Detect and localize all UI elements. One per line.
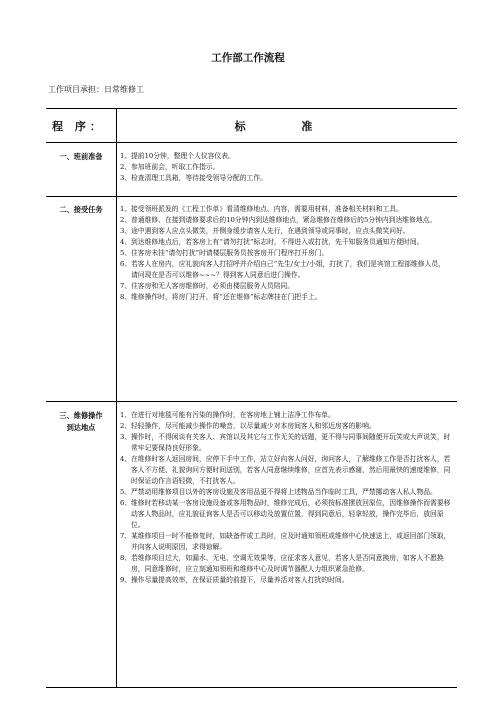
item-text: 轻轻操作，尽可能减少操作的噪音，以尽量减少对本房间客人和邻近房客的影响。 bbox=[131, 422, 376, 430]
item-text: 住客房和无人客房维修时，必须由楼层服务人员陪同。 bbox=[131, 282, 295, 290]
header-standard: 标 准 bbox=[234, 120, 339, 133]
list-item bbox=[120, 259, 451, 281]
item-number: 1、 bbox=[120, 411, 132, 419]
item-text: 提前10分钟，整理个人仪容仪表。 bbox=[131, 152, 235, 160]
list-item bbox=[120, 292, 451, 303]
item-number: 3、 bbox=[120, 227, 132, 235]
procedure-table bbox=[46, 108, 457, 688]
item-text: 维修操作时，将房门打开，将“还在维修”标志牌挂在门把手上。 bbox=[131, 293, 322, 301]
list-item bbox=[120, 531, 451, 553]
item-text: 在维修时客人返回房间，应停下手中工作，站立好向客人问好，询问客人，了解维修工作是否打扰客人，若客人不方便、礼貌询问方便时间送别，若客人同意继续维修，应首先表示感谢，然后用最快的速度维修，同时保证动作言语轻微，不打扰客人。 bbox=[131, 455, 451, 485]
item-list bbox=[120, 151, 451, 184]
item-text: 操作尽量提高效率，在保证质量的前提下，尽量养活对客人打扰的时间。 bbox=[131, 576, 349, 584]
item-number: 5、 bbox=[120, 488, 132, 496]
item-number: 7、 bbox=[120, 282, 132, 290]
table-bottom-rule bbox=[46, 687, 457, 688]
header-rule bbox=[46, 142, 457, 143]
list-item bbox=[120, 421, 451, 432]
item-number: 6、 bbox=[120, 499, 132, 507]
section-rule bbox=[46, 196, 457, 197]
stage-label bbox=[46, 151, 116, 163]
item-text: 普通维修、在接到请修要求后的10分钟内到达维修地点，紧急维修在维修后的5分钟内到达维修地点。 bbox=[131, 216, 437, 224]
list-item bbox=[120, 226, 451, 237]
item-number: 2、 bbox=[120, 216, 132, 224]
item-number: 4、 bbox=[120, 455, 132, 463]
item-text: 严禁动用维修项目以外的客房设施及客用品更不得将上述物品当作临时工具，严禁挪动客人私人物品。 bbox=[131, 488, 437, 496]
item-number: 8、 bbox=[120, 293, 132, 301]
item-number: 4、 bbox=[120, 238, 132, 246]
stage-label bbox=[46, 204, 116, 216]
stage-label-line2: 到达地点 bbox=[66, 423, 96, 432]
item-number: 9、 bbox=[120, 576, 132, 584]
list-item bbox=[120, 215, 451, 226]
item-text: 到达维修地点后，若客房上有“请勿打扰”标志时，不得进入或打扰，先千知服务员通知方便时间。 bbox=[131, 238, 424, 246]
item-text: 若客人在房内，应礼貌向客人打招呼并介绍自己“先生/女士/小姐，打扰了，我们是宾馆工程部维修人员，请问现在是否可以维修~~~？得到客人同意后进门操作。 bbox=[131, 260, 445, 279]
stage-label-line1: 二、接受任务 bbox=[59, 205, 103, 214]
list-item bbox=[120, 237, 451, 248]
item-text: 途中遇到客人应点头微笑，并侧身缓步请客人先行，在遇到领导或同事时，应点头微笑问好。 bbox=[131, 227, 410, 235]
item-number: 7、 bbox=[120, 532, 132, 540]
item-text: 某维修项目一时不能修复时，如缺备件或工具时，应及时通知领班或维修中心快速送上，或返回部门领取，并向客人说明原因，求得谅解。 bbox=[131, 532, 451, 551]
column-divider bbox=[116, 108, 117, 688]
item-number: 2、 bbox=[120, 163, 132, 171]
stage-label-line1: 一、班前准备 bbox=[59, 152, 103, 161]
list-item bbox=[120, 162, 451, 173]
stage-label bbox=[46, 410, 116, 434]
list-item bbox=[120, 575, 451, 586]
item-list bbox=[120, 410, 451, 586]
list-item bbox=[120, 553, 451, 575]
item-text: 若维修项目过大，如漏水、无电、空调无效果等，应征求客人意见，若客人是否同意换房，如客人不愿换房，同意维修时，应立刻通知领班和维修中心及时调节器配人力组织紧急抢修。 bbox=[131, 554, 444, 573]
subtitle: 工作项目承担：日常维修工 bbox=[48, 85, 144, 94]
item-number: 3、 bbox=[120, 433, 132, 441]
item-text: 参加班前会，听取工作指示。 bbox=[131, 163, 220, 171]
list-item bbox=[120, 173, 451, 184]
item-number: 3、 bbox=[120, 174, 132, 182]
list-item bbox=[120, 487, 451, 498]
item-list bbox=[120, 204, 451, 303]
item-number: 5、 bbox=[120, 249, 132, 257]
item-number: 1、 bbox=[120, 205, 132, 213]
item-text: 操作时，不得闲谈有关客人、宾馆以及其它与工作无关的话题，更不得与同事间随便开玩笑或大声说笑，时常牢记要保持良好形象。 bbox=[131, 433, 451, 452]
list-item bbox=[120, 498, 451, 531]
item-number: 1、 bbox=[120, 152, 132, 160]
item-text: 维修时若移动某一客房设施设备或客用物品时，维修完成后，必须按标准摆放回原位，因维修操作而需要移动客人物品时，应礼貌征询客人是否可以移动及放置位置，得到同意后，轻拿轻放，操作完毕后，放回原位。 bbox=[131, 499, 451, 529]
header-procedure: 程 序： bbox=[52, 120, 105, 133]
item-text: 住客房未挂“请勿打扰”时请楼层服务员按客房开门程序打开房门。 bbox=[131, 249, 329, 257]
section-rule bbox=[46, 401, 457, 402]
item-number: 6、 bbox=[120, 260, 132, 268]
list-item bbox=[120, 151, 451, 162]
item-text: 接受领班派发的《工程工作单》看清维修地点、内容，需要用材料，准备相关材料和工具。 bbox=[131, 205, 403, 213]
list-item bbox=[120, 432, 451, 454]
list-item bbox=[120, 204, 451, 215]
item-number: 8、 bbox=[120, 554, 132, 562]
item-text: 检查清理工具箱，等待接受领导分配的工作。 bbox=[131, 174, 267, 182]
list-item bbox=[120, 281, 451, 292]
page-title: 工作部工作流程 bbox=[211, 52, 285, 64]
list-item bbox=[120, 248, 451, 259]
list-item bbox=[120, 454, 451, 487]
stage-label-line1: 三、维修操作 bbox=[59, 411, 103, 420]
table-top-rule bbox=[46, 108, 457, 109]
item-number: 2、 bbox=[120, 422, 132, 430]
list-item bbox=[120, 410, 451, 421]
item-text: 在进行对地毯可能有污染的操作时，在客房地上铺上洁净工作布单。 bbox=[131, 411, 335, 419]
